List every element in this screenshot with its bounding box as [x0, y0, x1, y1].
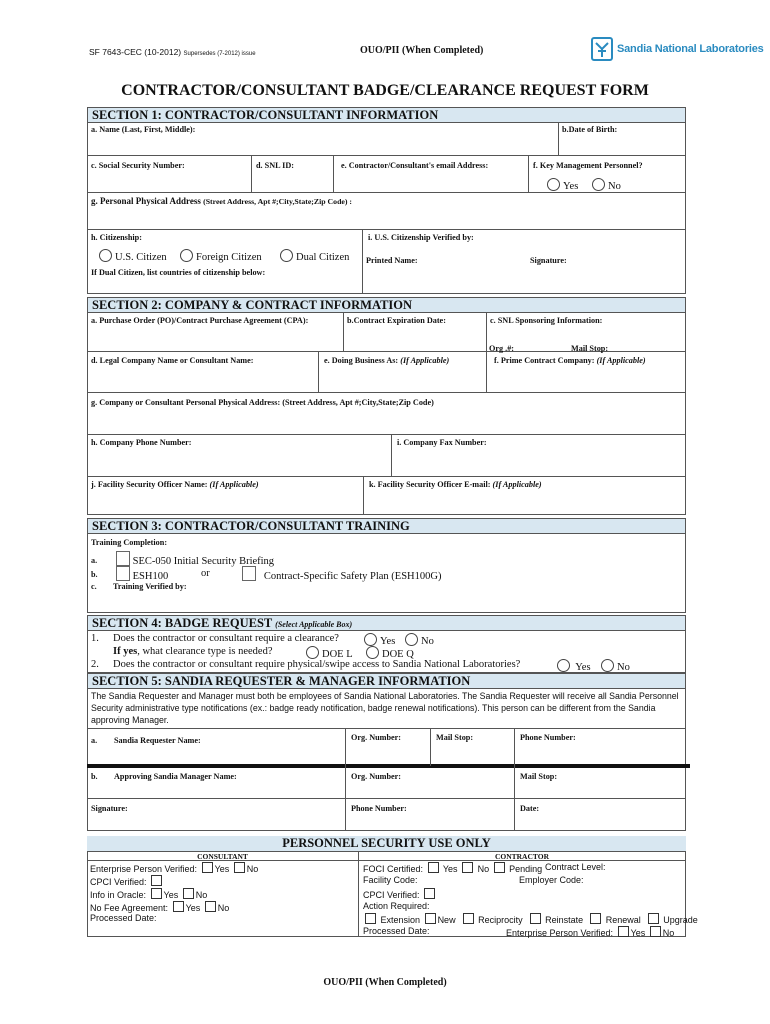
s1-printed-name-label: Printed Name:	[366, 256, 418, 265]
checkbox-icon	[242, 566, 256, 581]
s3-a-num: a.	[91, 556, 98, 565]
s1-kmp-label: f. Key Management Personnel?	[533, 161, 643, 170]
s5-b-num: b.	[91, 772, 98, 781]
checkbox-icon[interactable]	[183, 888, 194, 899]
checkbox-icon[interactable]	[428, 862, 439, 873]
fso-email-hint: (If Applicable)	[492, 480, 542, 489]
s2-fso-email-label	[369, 480, 542, 489]
s2-sponsor-label: c. SNL Sponsoring Information:	[490, 316, 603, 325]
s2-address-label: g. Company or Consultant Personal Physical Address: (Street Address, Apt #;City,State;Zip Code)	[91, 398, 434, 407]
radio-icon	[99, 249, 112, 262]
checkbox-icon[interactable]	[530, 913, 541, 924]
ps-cpci-label: CPCI Verified:	[363, 890, 420, 900]
s1-kmp-no[interactable]	[592, 178, 621, 192]
s3-b-num: b.	[91, 570, 98, 579]
dba-text: e. Doing Business As:	[324, 356, 399, 365]
esh100-label: ESH100	[132, 571, 169, 582]
ps-yes: Yes	[185, 903, 201, 913]
ps-cpci-consultant	[90, 875, 164, 887]
s1-verified-label: i. U.S. Citizenship Verified by:	[368, 233, 474, 242]
radio-icon	[280, 249, 293, 262]
s5-org-label: Org. Number:	[351, 733, 402, 742]
checkbox-icon[interactable]	[365, 913, 376, 924]
checkbox-icon[interactable]	[462, 862, 473, 873]
address-label-text: g. Personal Physical Address	[91, 196, 201, 206]
radio-icon	[601, 659, 614, 672]
q1-yes-label: Yes	[380, 636, 396, 647]
ps-enterprise-label: Enterprise Person Verified:	[506, 928, 614, 938]
s2-org-label: Org .#:	[489, 344, 515, 353]
s1-kmp-yes[interactable]	[547, 178, 578, 192]
radio-icon	[405, 633, 418, 646]
ps-nofee-label: No Fee Agreement:	[90, 903, 169, 913]
sec050-label: SEC-050 Initial Security Briefing	[132, 556, 275, 567]
s2-phone-label: h. Company Phone Number:	[91, 438, 192, 447]
ps-yes: Yes	[163, 890, 179, 900]
snl-logo	[591, 37, 764, 65]
ps-reciprocity: Reciprocity	[478, 915, 523, 925]
checkbox-icon[interactable]	[424, 888, 435, 899]
checkbox-icon	[116, 551, 130, 566]
s1-foreign-citizen[interactable]	[180, 249, 262, 263]
q2-yes-label: Yes	[575, 662, 591, 673]
s1-dual-citizen[interactable]	[280, 249, 349, 263]
s3-verified-label: Training Verified by:	[113, 582, 187, 591]
ps-no: No	[477, 864, 490, 874]
foreign-citizen-label: Foreign Citizen	[196, 252, 262, 263]
doe-q-label: DOE Q	[382, 649, 414, 660]
s4-q1b	[113, 646, 272, 657]
checkbox-icon[interactable]	[151, 875, 162, 886]
esh100g-label: Contract-Specific Safety Plan (ESH100G)	[263, 571, 442, 582]
s3-or: or	[201, 568, 210, 579]
ps-foci	[363, 862, 542, 874]
checkbox-icon[interactable]	[590, 913, 601, 924]
section5-heading: SECTION 5: SANDIA REQUESTER & MANAGER INFORMATION	[87, 673, 686, 688]
form-number	[89, 47, 256, 57]
checkbox-icon[interactable]	[618, 926, 629, 937]
ps-oracle-label: Info in Oracle:	[90, 890, 147, 900]
dual-citizen-label: Dual Citizen	[296, 252, 350, 263]
ps-renewal: Renewal	[605, 915, 641, 925]
ps-enterprise-contractor	[506, 926, 674, 938]
ps-contract-level: Contract Level:	[545, 862, 606, 872]
s3-sec050[interactable]	[116, 551, 274, 567]
prime-hint: (If Applicable)	[596, 356, 646, 365]
ps-facility-code: Facility Code:	[363, 875, 418, 885]
s5-date-label: Date:	[520, 804, 540, 813]
s4-q1-yes[interactable]	[364, 633, 395, 647]
supersedes-text: Supersedes (7-2012) issue	[183, 51, 256, 57]
ps-employer-code: Employer Code:	[519, 875, 584, 885]
kmp-no-label: No	[608, 181, 621, 192]
ps-reinstate: Reinstate	[545, 915, 584, 925]
classification-header: OUO/PII (When Completed)	[360, 45, 484, 56]
dba-hint: (If Applicable)	[400, 356, 450, 365]
radio-icon	[557, 659, 570, 672]
classification-footer: OUO/PII (When Completed)	[323, 977, 447, 988]
s2-fso-name-label	[91, 480, 259, 489]
q1b-rest: , what clearance type is needed?	[137, 646, 273, 657]
s1-email-label: e. Contractor/Consultant's email Address:	[341, 161, 489, 170]
ps-processed-consultant: Processed Date:	[90, 913, 157, 923]
section4-heading	[87, 615, 686, 630]
s4-heading-text: SECTION 4: BADGE REQUEST	[92, 616, 273, 630]
q2-no-label: No	[617, 662, 630, 673]
s5-manager-mail-label: Mail Stop:	[520, 772, 558, 781]
ps-action: Action Required:	[363, 901, 430, 911]
s1-signature-label: Signature:	[530, 256, 567, 265]
address-hint: (Street Address, Apt #;City,State;Zip Code) :	[203, 197, 353, 206]
s2-fax-label: i. Company Fax Number:	[397, 438, 487, 447]
ps-cpci-label: CPCI Verified:	[90, 877, 147, 887]
radio-icon	[306, 646, 319, 659]
s1-ssn-label: c. Social Security Number:	[91, 161, 185, 170]
s5-manager-phone-label: Phone Number:	[351, 804, 407, 813]
fso-name-hint: (If Applicable)	[209, 480, 259, 489]
s3-c-num: c.	[91, 582, 97, 591]
kmp-yes-label: Yes	[563, 181, 579, 192]
ps-nofee	[90, 901, 229, 913]
q1b-bold: If yes	[113, 646, 138, 657]
ps-processed-contractor: Processed Date:	[363, 926, 430, 936]
s2-dba-label	[324, 356, 449, 365]
s2-mailstop-label: Mail Stop:	[571, 344, 609, 353]
ps-enterprise-label: Enterprise Person Verified:	[90, 864, 198, 874]
ps-yes: Yes	[442, 864, 458, 874]
form-number-text: SF 7643-CEC (10-2012)	[89, 47, 182, 57]
checkbox-icon[interactable]	[648, 913, 659, 924]
s5-mail-label: Mail Stop:	[436, 733, 474, 742]
s1-snlid-label: d. SNL ID:	[256, 161, 294, 170]
s1-address-label	[91, 196, 352, 206]
s5-a-num: a.	[91, 736, 98, 745]
radio-icon	[547, 178, 560, 191]
radio-icon	[366, 646, 379, 659]
s5-requester-label: Sandia Requester Name:	[114, 736, 201, 745]
s4-doe-l[interactable]	[306, 646, 353, 660]
checkbox-icon[interactable]	[205, 901, 216, 912]
ps-upgrade: Upgrade	[663, 915, 698, 925]
doe-l-label: DOE L	[322, 649, 353, 660]
us-citizen-label: U.S. Citizen	[115, 252, 167, 263]
s3-completion-label: Training Completion:	[91, 538, 168, 547]
s3-esh100g[interactable]	[242, 566, 441, 582]
thunderbird-icon	[591, 37, 613, 61]
s4-doe-q[interactable]	[366, 646, 414, 660]
ps-enterprise-consultant	[90, 862, 258, 874]
s4-q2: Does the contractor or consultant require physical/swipe access to Sandia National Laboratories?	[113, 659, 521, 670]
s2-prime-label	[494, 356, 646, 365]
logo-text: Sandia National Laboratories	[617, 43, 764, 55]
fso-email-text: k. Facility Security Officer E-mail:	[369, 480, 491, 489]
checkbox-icon[interactable]	[173, 901, 184, 912]
s4-q1-num: 1.	[91, 633, 99, 644]
checkbox-icon[interactable]	[650, 926, 661, 937]
s2-po-label: a. Purchase Order (PO)/Contract Purchase Agreement (CPA):	[91, 316, 309, 325]
q1-no-label: No	[421, 636, 434, 647]
fso-name-text: j. Facility Security Officer Name:	[91, 480, 208, 489]
s1-us-citizen[interactable]	[99, 249, 167, 263]
s4-q2-num: 2.	[91, 659, 99, 670]
checkbox-icon[interactable]	[463, 913, 474, 924]
s5-manager-label: Approving Sandia Manager Name:	[114, 772, 237, 781]
ps-no: No	[662, 928, 675, 938]
s1-dob-label: b.Date of Birth:	[562, 125, 618, 134]
checkbox-icon[interactable]	[234, 862, 245, 873]
personnel-heading: PERSONNEL SECURITY USE ONLY	[87, 836, 686, 851]
checkbox-icon[interactable]	[202, 862, 213, 873]
ps-cpci-contractor	[363, 888, 437, 900]
s5-phone-label: Phone Number:	[520, 733, 576, 742]
form-title: CONTRACTOR/CONSULTANT BADGE/CLEARANCE REQUEST FORM	[121, 82, 649, 99]
ps-yes: Yes	[214, 864, 230, 874]
prime-text: f. Prime Contract Company:	[494, 356, 595, 365]
s4-q2-yes[interactable]	[557, 659, 591, 673]
s5-thick-divider	[87, 764, 690, 768]
radio-icon	[180, 249, 193, 262]
ps-new: New	[437, 915, 456, 925]
s4-q1-no[interactable]	[405, 633, 434, 647]
s2-company-name-label: d. Legal Company Name or Consultant Name:	[91, 356, 254, 365]
section2-heading: SECTION 2: COMPANY & CONTRACT INFORMATION	[87, 297, 686, 312]
ps-no: No	[217, 903, 230, 913]
ps-oracle	[90, 888, 207, 900]
checkbox-icon[interactable]	[151, 888, 162, 899]
ps-no: No	[246, 864, 259, 874]
ps-foci-label: FOCI Certified:	[363, 864, 424, 874]
ps-no: No	[195, 890, 208, 900]
s3-esh100[interactable]	[116, 566, 168, 582]
s1-name-label: a. Name (Last, First, Middle):	[91, 125, 196, 134]
section1-heading: SECTION 1: CONTRACTOR/CONSULTANT INFORMATION	[87, 107, 686, 122]
s4-q1: Does the contractor or consultant require a clearance?	[113, 633, 339, 644]
checkbox-icon	[116, 566, 130, 581]
ps-yes: Yes	[630, 928, 646, 938]
ps-actions-row	[363, 913, 698, 925]
s5-manager-org-label: Org. Number:	[351, 772, 402, 781]
ps-extension: Extension	[380, 915, 421, 925]
ps-pending: Pending	[509, 864, 543, 874]
radio-icon	[364, 633, 377, 646]
s1-dual-note: If Dual Citizen, list countries of citizenship below:	[91, 268, 266, 277]
s5-signature-label: Signature:	[91, 804, 128, 813]
s4-q2-no[interactable]	[601, 659, 630, 673]
consultant-heading: CONSULTANT	[197, 852, 248, 861]
contractor-heading: CONTRACTOR	[494, 852, 550, 861]
s5-intro: The Sandia Requester and Manager must both be employees of Sandia National Laboratories. The Sandia Requester will receive all Sandia Personnel Security administrative type notifications (ex.: badge ready notification, badge renewal notifications). This person can be different from the Sandia approving Manager.	[91, 691, 679, 725]
s1-citizenship-label: h. Citizenship:	[91, 233, 142, 242]
checkbox-icon[interactable]	[494, 862, 505, 873]
s2-expiration-label: b.Contract Expiration Date:	[347, 316, 446, 325]
checkbox-icon[interactable]	[425, 913, 436, 924]
s4-heading-hint: (Select Applicable Box)	[275, 620, 353, 629]
radio-icon	[592, 178, 605, 191]
section3-heading: SECTION 3: CONTRACTOR/CONSULTANT TRAINING	[87, 518, 686, 533]
